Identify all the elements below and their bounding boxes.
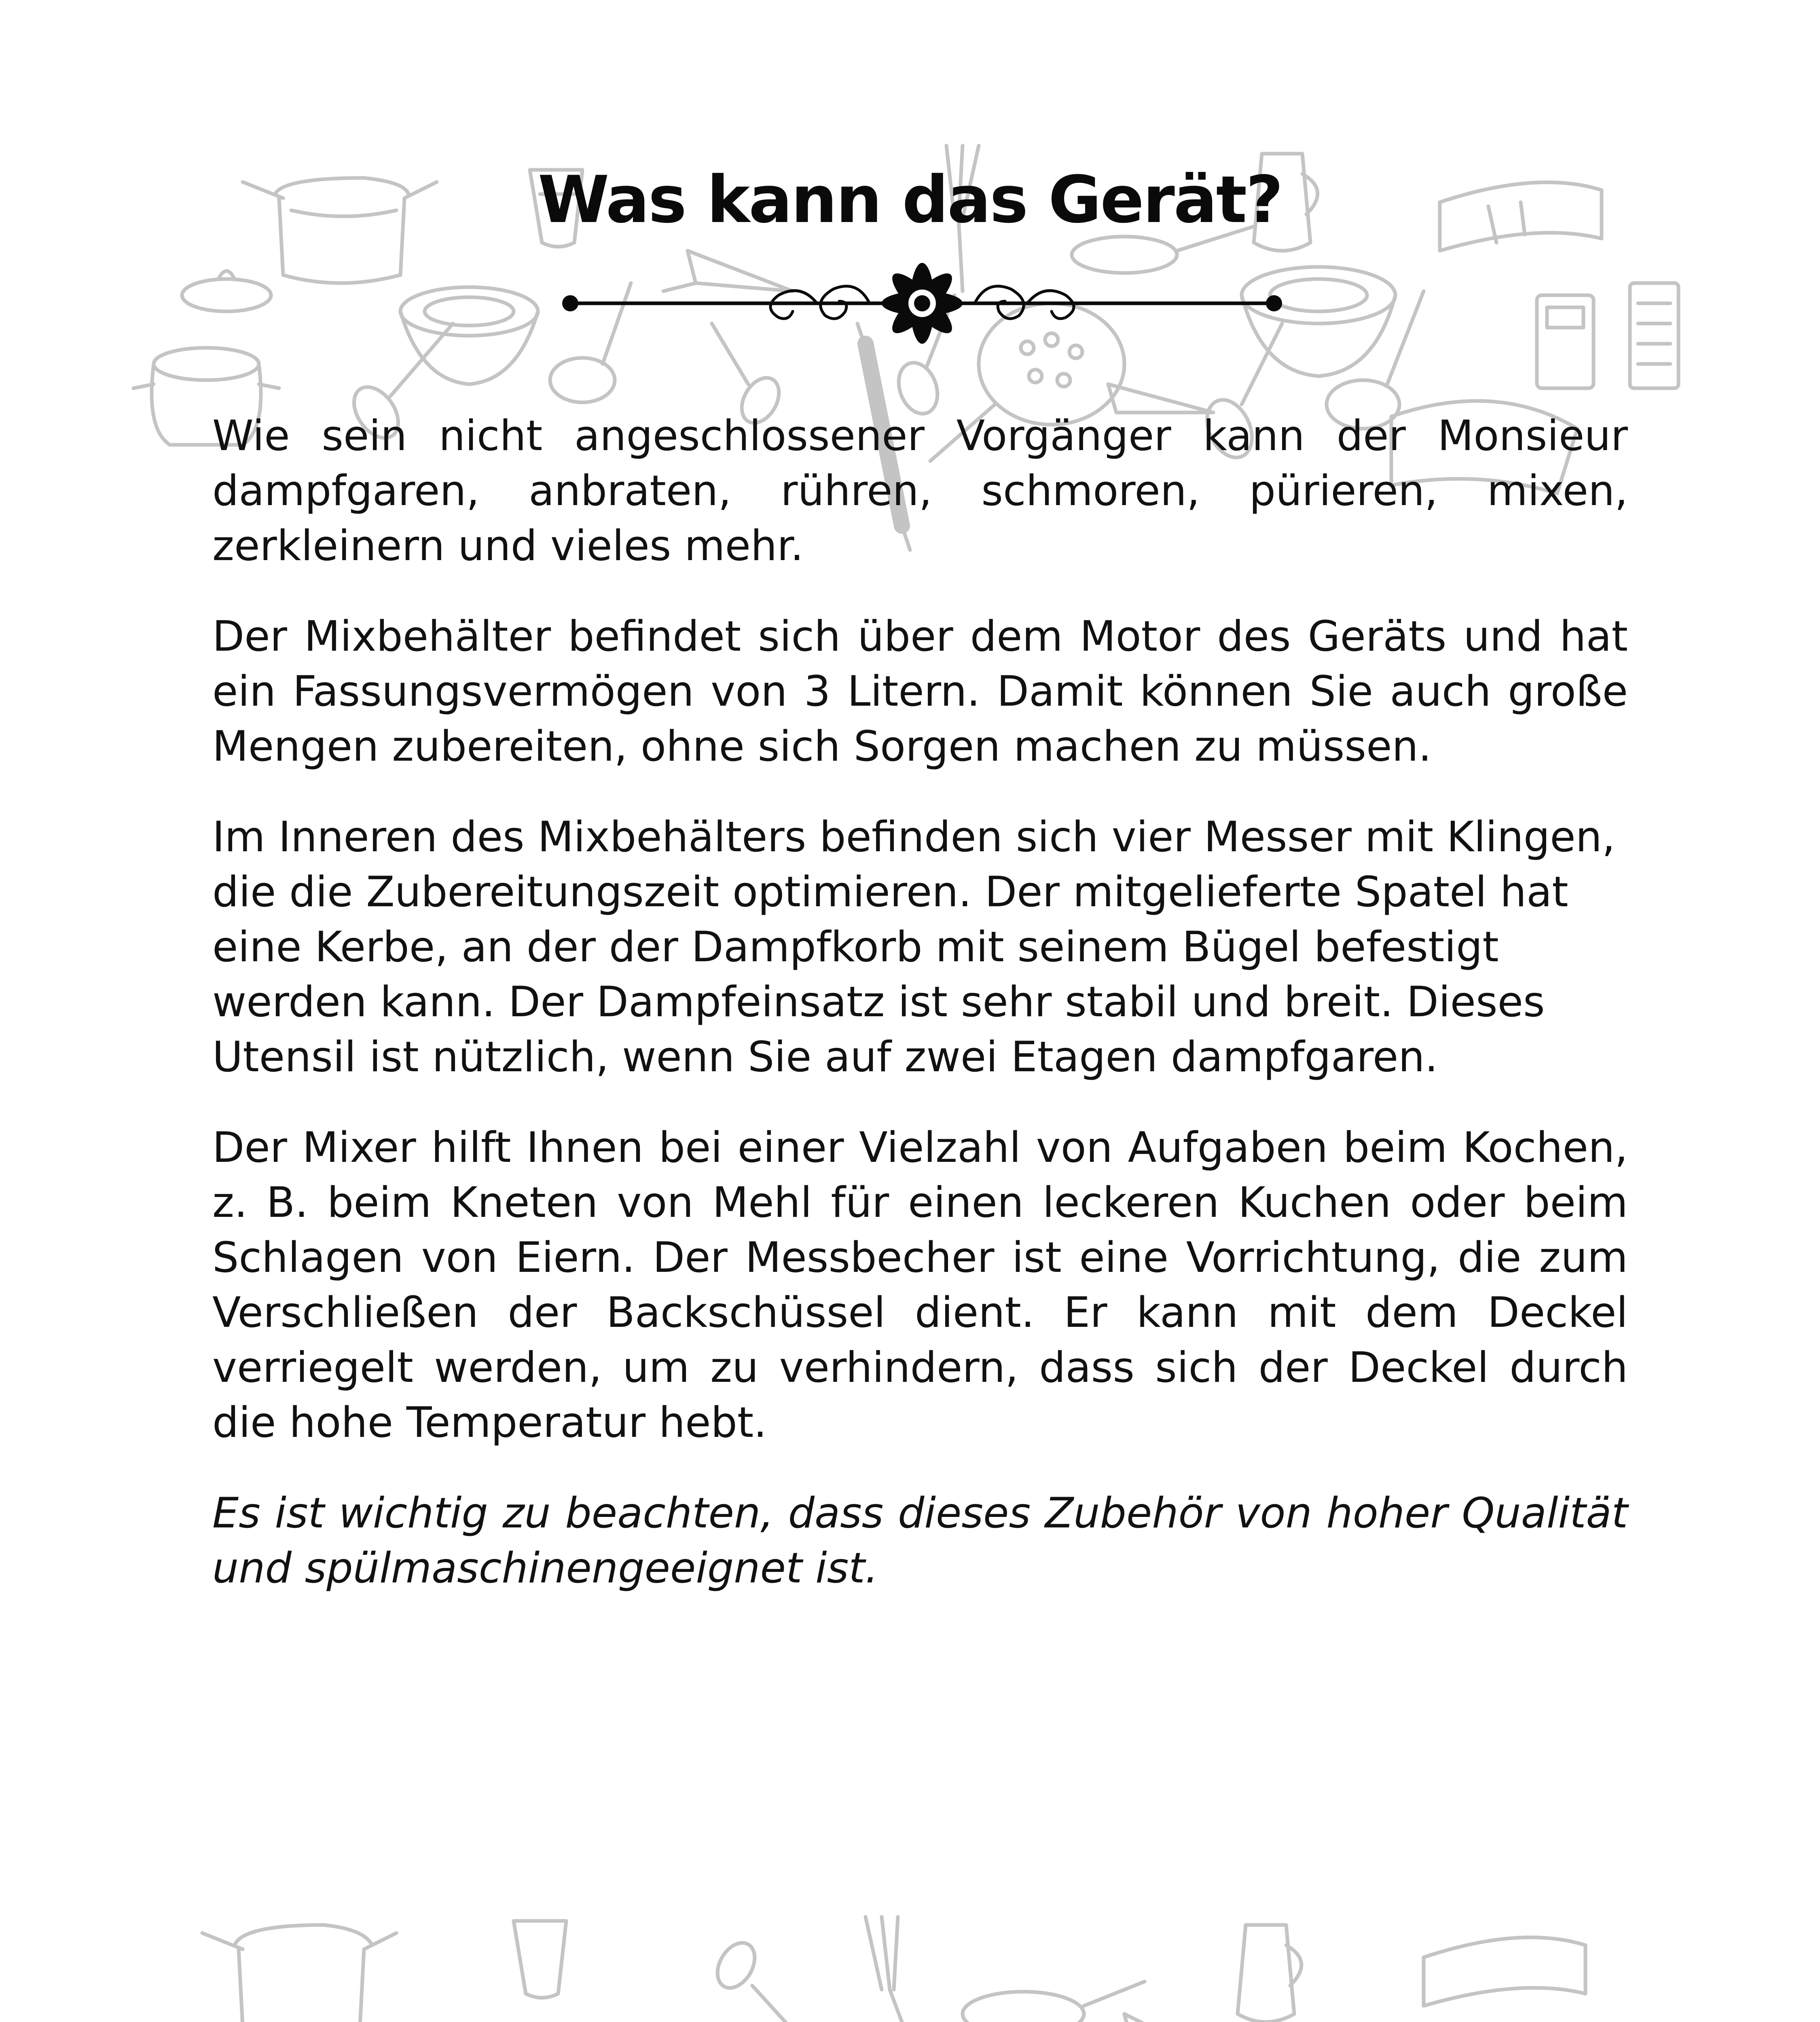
grater-icon [1630, 283, 1678, 388]
body-text [212, 408, 1628, 1631]
paragraph: Wie sein nicht angeschlossener Vorgänger kann der Monsieur dampfgaren, anbraten, rühren, schmoren, pürieren, mixen, zerkleinern und vieles mehr. [212, 412, 1628, 570]
baking-ring-icon [1424, 1937, 1585, 2006]
glass-icon [514, 1921, 566, 1998]
whisk-icon [866, 1917, 914, 2022]
knife-icon [663, 2014, 1197, 2022]
italic-note: Es ist wichtig zu beachten, dass dieses Zubehör von hoher Qualität und spülmaschinengeeignet ist. [212, 1489, 1628, 1593]
paragraph: Im Inneren des Mixbehälters befinden sich vier Messer mit Klingen, die die Zubereitungszeit optimieren. Der mitgelieferte Spatel hat eine Kerbe, an der der Dampfkorb mit seinem Bügel befestigt werden kann. Der Dampfeinsatz ist sehr stabil und breit. Dieses Utensil ist nützlich, wenn Sie auf zwei Etagen dampfgaren. [212, 813, 1615, 1081]
spoon-icon [333, 1936, 793, 2022]
frying-pan-icon [963, 1982, 1145, 2022]
jug-icon [1238, 1925, 1302, 2022]
cooking-pot-icon [202, 1925, 396, 2022]
kitchen-illustration-bottom [0, 1893, 1820, 2022]
flourish-divider-icon [558, 251, 1286, 356]
page-title: Was kann das Gerät? [538, 162, 1282, 237]
scale-icon [1537, 295, 1594, 388]
paragraph: Der Mixbehälter befindet sich über dem Motor des Geräts und hat ein Fassungsvermögen von 3 Litern. Damit können Sie auch große Mengen zubereiten, ohne sich Sorgen machen zu müssen. [212, 612, 1628, 771]
paragraph: Der Mixer hilft Ihnen bei einer Vielzahl von Aufgaben beim Kochen, z. B. beim Kneten von Mehl für einen leckeren Kuchen oder beim Schlagen von Eiern. Der Messbecher ist eine Vorrichtung, die zum Verschließen der Backschüssel dient. Er kann mit dem Deckel verriegelt werden, um zu verhindern, dass sich der Deckel durch die hohe Temperatur hebt. [212, 1123, 1628, 1447]
